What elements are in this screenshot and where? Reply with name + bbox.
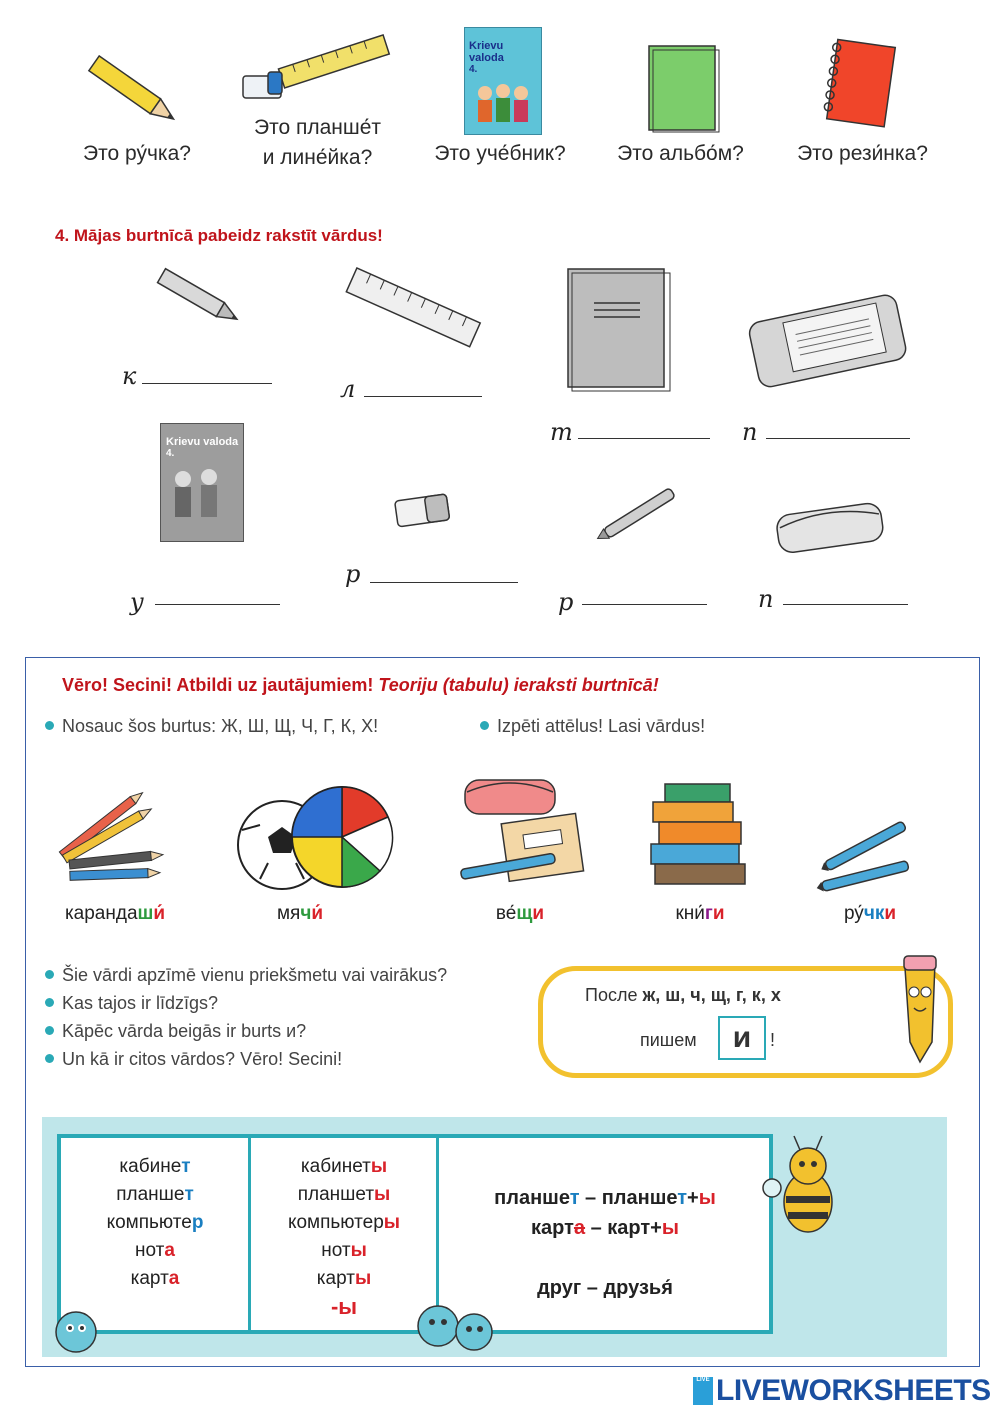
pencil-icon [80, 55, 190, 130]
textbook-cover [464, 27, 542, 135]
book-gray-grade: 4. [166, 448, 175, 459]
letter-u: у [130, 588, 144, 616]
answer-line-3[interactable] [578, 438, 710, 439]
spiral-notebook-icon [820, 35, 898, 130]
answer-line-5[interactable] [155, 604, 280, 605]
notebook-icon [645, 42, 720, 134]
rule-exclaim: ! [770, 1030, 776, 1050]
word-pens: ру́чки [843, 903, 897, 924]
eraser-gray-icon [390, 487, 460, 532]
rule-line-2: пишем [640, 1030, 697, 1050]
textbook-gray-cover [160, 423, 244, 542]
word-books: кни́ги [675, 903, 725, 924]
questions-list [45, 961, 447, 1073]
books-icon [645, 772, 755, 892]
caption-textbook: Это уче́бник? [434, 142, 566, 165]
caption-pen: Это ру́чка? [83, 142, 191, 165]
answer-line-8[interactable] [783, 604, 908, 605]
watermark-badge: LIVE [693, 1377, 713, 1405]
tablet-gray-icon [742, 288, 912, 388]
letter-r-2: р [558, 588, 574, 616]
exercise-4-title: 4. Mājas burtnīcā pabeidz rakstīt vārdus! [55, 226, 383, 245]
question-2: Kas tajos ir līdzīgs? [45, 989, 447, 1017]
word-balls: мячи́ [276, 903, 324, 924]
ruler-gray-icon [340, 262, 485, 357]
blob-mascot-left-icon [48, 1300, 118, 1355]
pencil-gray-icon [150, 262, 250, 337]
bee-mascot-icon [760, 1130, 850, 1240]
answer-line-1[interactable] [142, 383, 272, 384]
letter-p: п [742, 418, 758, 446]
plural-ending: -ы [330, 1294, 358, 1319]
question-4: Un kā ir citos vārdos? Vēro! Secini! [45, 1045, 447, 1073]
balls-icon [230, 775, 395, 890]
bullet-letters: Nosauc šos burtus: Ж, Ш, Щ, Ч, Г, К, Х! [45, 716, 378, 737]
pencils-icon [48, 778, 166, 890]
caption-album: Это альбо́м? [617, 142, 744, 165]
table-column-examples: планшет – планшет+ы карта – карт+ы друг – друзья́ [494, 1187, 716, 1299]
book-grade: 4. [469, 64, 478, 75]
question-1: Šie vārdi apzīmē vienu priekšmetu vai vairākus? [45, 961, 447, 989]
answer-line-4[interactable] [766, 438, 910, 439]
watermark-brand: LIVEWORKSHEETS [716, 1374, 991, 1407]
book-gray-title: Krievu valoda [166, 436, 239, 448]
letter-p-2: п [758, 585, 774, 613]
book-title: Krievu valoda [469, 40, 504, 64]
rule-line-1: После ж, ш, ч, щ, г, к, х [585, 985, 781, 1005]
caption-eraser: Это рези́нка? [797, 142, 928, 165]
blob-mascots-pair-icon [400, 1292, 520, 1357]
pen-gray-icon [590, 482, 690, 542]
letter-t: т [550, 418, 573, 446]
letter-r-1: р [345, 560, 361, 588]
caption-tablet-ruler: Это планше́т и лине́йка? [253, 116, 382, 169]
answer-line-2[interactable] [364, 396, 482, 397]
pens-icon [815, 815, 915, 895]
table-column-plural: кабинеты планшеты компьютеры ноты карты -ы [255, 1153, 433, 1321]
table-divider-1 [248, 1134, 251, 1334]
children-gray-illustration [161, 459, 241, 529]
children-illustration [465, 75, 541, 135]
letter-k: к [122, 362, 137, 390]
word-pencils: карандаши́ [64, 903, 166, 924]
bullet-pictures: Izpēti attēlus! Lasi vārdus! [480, 716, 705, 737]
ruler-and-eraser-icon [238, 28, 393, 108]
pencil-case-gray-icon [772, 495, 887, 555]
notebook-gray-icon [562, 265, 677, 395]
table-column-singular: кабинет планшет компьютер нота карта [106, 1156, 204, 1289]
things-icon [455, 768, 595, 893]
word-things: ве́щи [495, 903, 545, 924]
section-heading: Vēro! Secini! Atbildi uz jautājumiem! Teoriju (tabulu) ieraksti burtnīcā! [62, 675, 659, 695]
answer-line-6[interactable] [370, 582, 518, 583]
pencil-mascot-icon [880, 950, 955, 1070]
letter-l: л [340, 375, 356, 403]
question-3: Kāpēc vārda beigās ir burts и? [45, 1017, 447, 1045]
rule-letter-box: и [718, 1016, 766, 1060]
answer-line-7[interactable] [582, 604, 707, 605]
